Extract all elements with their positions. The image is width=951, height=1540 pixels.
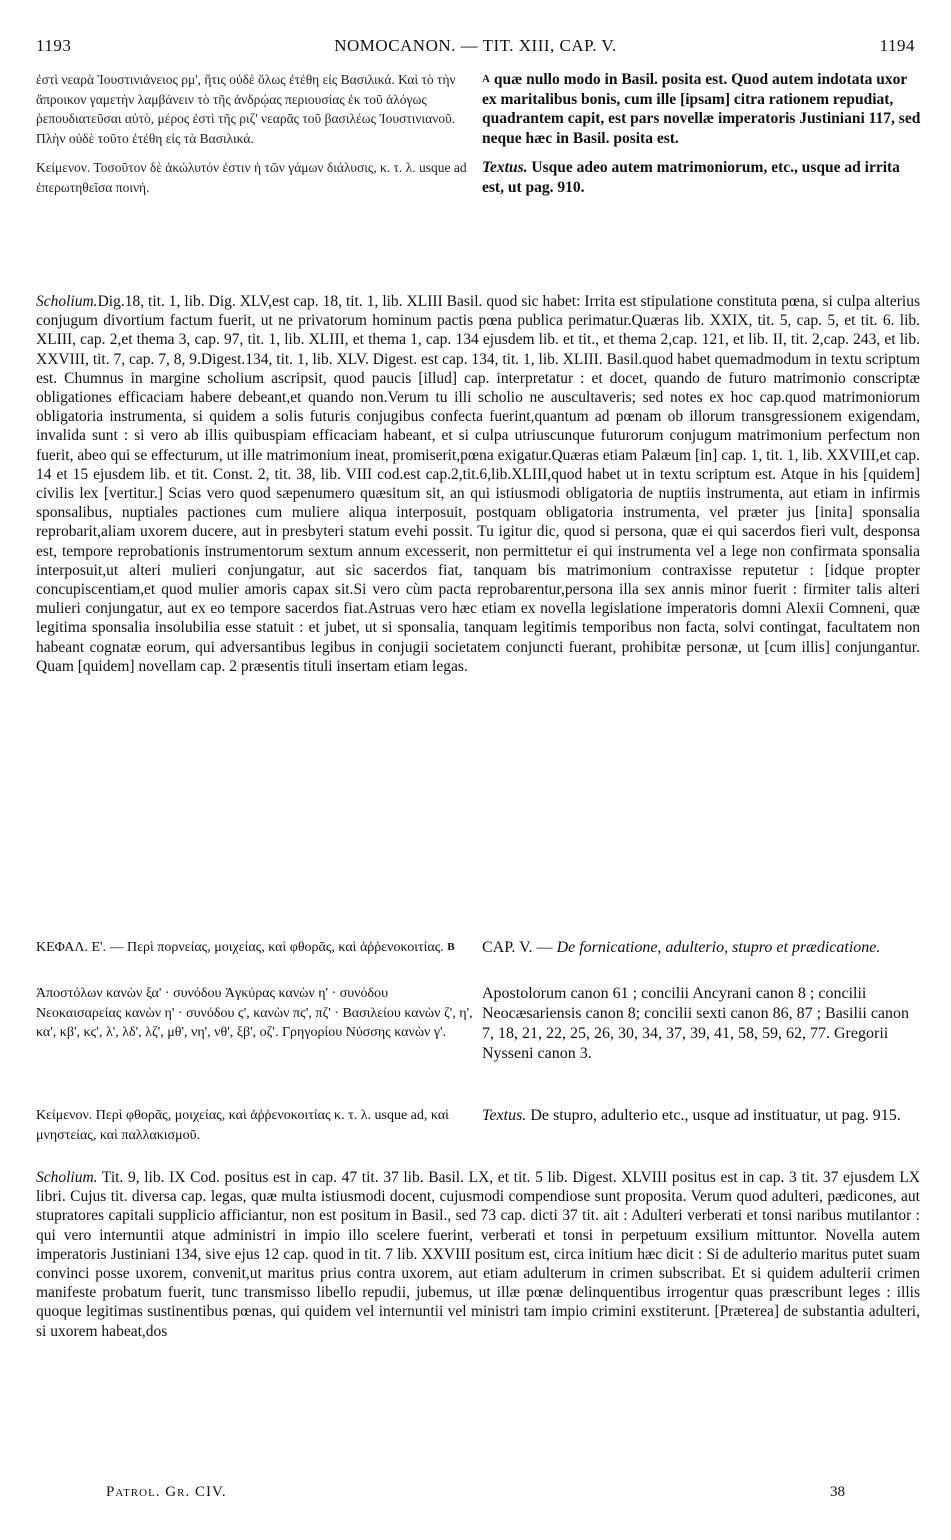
greek-textus: Κείμενον. Περὶ φθορᾶς, μοιχείας, καὶ ἀῤῥενοκοιτίας κ. τ. λ. usque ad, καὶ μνηστείας, καὶ παλλακισμοῦ.	[36, 1108, 449, 1143]
running-title: NOMOCANON. — TIT. XIII, CAP. V.	[334, 36, 617, 55]
latin-paragraph: $^A$ quæ nullo modo in Basil. posita est. Quod autem indotata uxor ex maritalibus bonis, cum ille [ipsam] citra rationem repudiat, quadrantem capit, est pars novellæ imperatoris Justiniani 117, sed neque hæc in Basil. posita est.	[482, 71, 921, 147]
gathering-number: 38	[830, 1484, 845, 1500]
column-marker: A	[482, 73, 490, 85]
section-one	[36, 70, 922, 216]
scholium-label: Scholium.	[36, 1169, 98, 1186]
greek-column	[36, 70, 476, 197]
chapter-textus	[36, 1106, 922, 1166]
greek-chapter-title: ΚΕΦΑΛ. Ε'. — Περὶ πορνείας, μοιχείας, καὶ φθορᾶς, καὶ ἀῤῥενοκοιτίας. $^B$	[36, 940, 455, 955]
greek-paragraph: ἐστὶ νεαρὰ Ἰουστινιάνειος ρμ', ἥτις οὐδὲ ὅλως ἐτέθη εἰς Βασιλικά. Καὶ τὸ τὴν ἄπροικον γαμετὴν λαμβάνειν τὸ τῆς ἀνδρῴας περιουσίας ἐκ τοῦ ἀλόγως ῥεπουδιατεῦσαι αὐτὸ, μέρος ἐστὶ τῆς ριζ' νεαρᾶς τοῦ βασιλέως Ἰουστινιανοῦ. Πλὴν οὐδὲ τοῦτο ἐτέθη εἰς τὰ Βασιλικά.	[36, 72, 456, 146]
signature-mark: Patrol. Gr. CIV.	[106, 1484, 227, 1500]
greek-textus: Κείμενον. Τοσοῦτον δὲ ἀκώλυτόν ἐστιν ἡ τῶν γάμων διάλυσις, κ. τ. λ. usque ad ἐπερωτηθεῖσα ποινή.	[36, 160, 467, 195]
chapter-canons	[36, 984, 922, 1104]
greek-canons: Ἀποστόλων κανὼν ξα' · συνόδου Ἀγκύρας κανὼν η' · συνόδου Νεοκαισαρείας κανὼν η' · συνόδου ϛ', κανὼν πϛ', πζ' · Βασιλείου κανὼν ζ', η', κα', κβ', κϛ', λ', λδ', λζ', μθ', νη', νθ', ξβ', οζ'. Γρηγορίου Νύσσης κανὼν γ'.	[36, 986, 473, 1040]
scholium-two	[36, 1168, 920, 1341]
latin-canons: Apostolorum canon 61 ; concilii Ancyrani canon 8 ; concilii Neocæsariensis canon 8; concilii sexti canon 86, 87 ; Basilii canon 7, 18, 21, 22, 25, 26, 30, 34, 37, 39, 41, 58, 59, 62, 77. Gregorii Nysseni canon 3.	[482, 985, 910, 1062]
scholium-label: Scholium.	[36, 293, 98, 310]
page-number-left: 1193	[36, 36, 72, 55]
latin-column	[482, 70, 922, 197]
chapter-heading	[36, 938, 922, 982]
scholium-text: Tit. 9, lib. IX Cod. positus est in cap. 47 tit. 37 lib. Basil. LX, et tit. 5 lib. Digest. XLVIII positus est in cap. 3 tit. 37 ejusdem LX libri. Cujus tit. diversa cap. legas, quæ multa istiusmodi docent, cujusmodi compendiose sunt proposita. Verum quod adulteri, pædicones, aut stupratores capitali supplicio afficiantur, non est positum in Basil., sed 73 cap. dicti 37 tit. ait : Adulteri verberati et tonsi naribus mutilantor : qui vero internuntii atque administri in impio illo scelere fuerint, verberati et tonsi in perpetuum exsilium mittuntor. Novella autem imperatoris Justiniani 134, sive ejus 12 cap. quod in tit. 7 lib. XXVIII positum est, circa initium hæc dicit : Si de adulterio maritus putet suam convinci posse uxorem, convenit,ut maritus prius contra uxorem, aut etiam adulterum in crimen subscribat. Et si quidem adulterii crimen manifeste probatum fuerit, tunc transmisso libello repudii, jubemus, ut illæ pœnæ delinquentibus irrogentur quas præscribunt leges : illis quoque legitimas sustinentibus pœnas, qui quidem vel internuntii vel ministri tam impio crimini exstiterunt. [Præterea] de substantia adulteri, si uxorem habeat,dos	[36, 1169, 920, 1340]
latin-textus: Textus. Usque adeo autem matrimoniorum, etc., usque ad irrita est, ut pag. 910.	[482, 159, 900, 196]
scholium-text: Dig.18, tit. 1, lib. Dig. XLV,est cap. 18, tit. 1, lib. XLIII Basil. quod sic habet: Irrita est stipulatione constituta pœna, si culpa alterius conjugum divortium factum fuerit, ut ne privatorum hominum pactis pœna publica perimatur.Quæras lib. XXIX, tit. 5, cap. 5, et tit. 6. lib. XLIII, cap. 2,et thema 3, cap. 97, tit. 1, lib. XLIII, et thema 1, cap. 134 ejusdem lib. et tit., et thema 2,cap. 121, et lib. II, tit. 2,cap. 243, et lib. XXVIII, tit. 7, cap. 7, 8, 9.Digest.134, tit. 1, lib. XLV. Digest. est cap. 134, tit. 1, lib. XLIII. Basil.quod habet quemadmodum in textu scriptum est. Chumnus in margine scholium ascripsit, quod paucis [illud] cap. interpretatur : et docet, quando de futuro matrimonio conscriptæ obligationes efficaciam habere debeant,et quando non.Verum tu illi scholio ne auscultaveris; sed notes ex hoc cap.quod matrimoniorum obligatoria instrumenta, si quidem a solis futuris conjugibus confecta fuerint,quantum ad pœnam ob illorum transgressionem exigendam, invalida sunt : si vero ab illis quibuspiam efficaciam habeant, et si culpa utriuscunque futurorum conjugum matrimonium perfectum non fuerit, abeo qui se effecturum, ut ille matrimonium ineat, promiserit,pœna exigatur.Quæras etiam Palæum [in] cap. 1, tit. 1, lib. XXVIII,et cap. 14 et 15 ejusdem lib. et tit. Const. 2, tit. 38, lib. VIII cod.est cap.2,tit.6,lib.XLIII,quod habet ut in textu scriptum est. Atque in his [quidem] civilis lex [vertitur.] Scias vero quod sæpenumero quæsitum sit, an qui istiusmodi obligatoria de nuptiis instrumenta, aut etiam in infirmis sponsalibus, nuptiales pactiones cum muliere aliqua interposuit, postquam obligatoria instrumenta, vel præter jus [inita] sponsalia reprobarit,aliam uxorem ducere, aut in presbyteri statum evehi possit. Tu igitur dic, quod si persona, quæ ei qui sacerdos fieri vult, desponsa est, tempore reprobationis instrumentorum sextum annum excesserit, non permittetur ei qui instrumenta vel a lege non confirmata sponsalia interposuit,ut alteri mulieri conjungatur, aut sic sacerdos fiat, tanquam bis matrimonium contraxisse reputetur : [idque propter concupiscentiam,et quod mulier amoris capax sit.Si vero cùm pacta reprobarentur,persona illa sex annis minor fuerit : firmiter talis alteri mulieri conjungatur, aut ex eo tempore sacerdos fiat.Astruas vero hæc etiam ex novella legislatione imperatoris domni Alexii Comneni, quæ legitima sponsalia insolubilia esse statuit : et jubet, ut si sponsalia, tanquam legitimis temporibus non facta, solvi contingat, facultatem non habeant cognatæ eorum, qui adversantibus legibus in conjugii societatem conjuncti fuerant, prohibitæ personæ, ut [cum illis] conjungantur. Quam [quidem] novellam cap. 2 præsentis tituli insertam etiam legas.	[36, 293, 920, 675]
column-marker: B	[447, 941, 455, 953]
latin-textus: Textus. De stupro, adulterio etc., usque ad instituatur, ut pag. 915.	[482, 1107, 901, 1124]
page-number-right: 1194	[879, 36, 915, 55]
latin-chapter-title: CAP. V. — De fornicatione, adulterio, stupro et prædicatione.	[482, 939, 881, 956]
running-header	[36, 36, 915, 64]
scholium-one	[36, 292, 920, 676]
